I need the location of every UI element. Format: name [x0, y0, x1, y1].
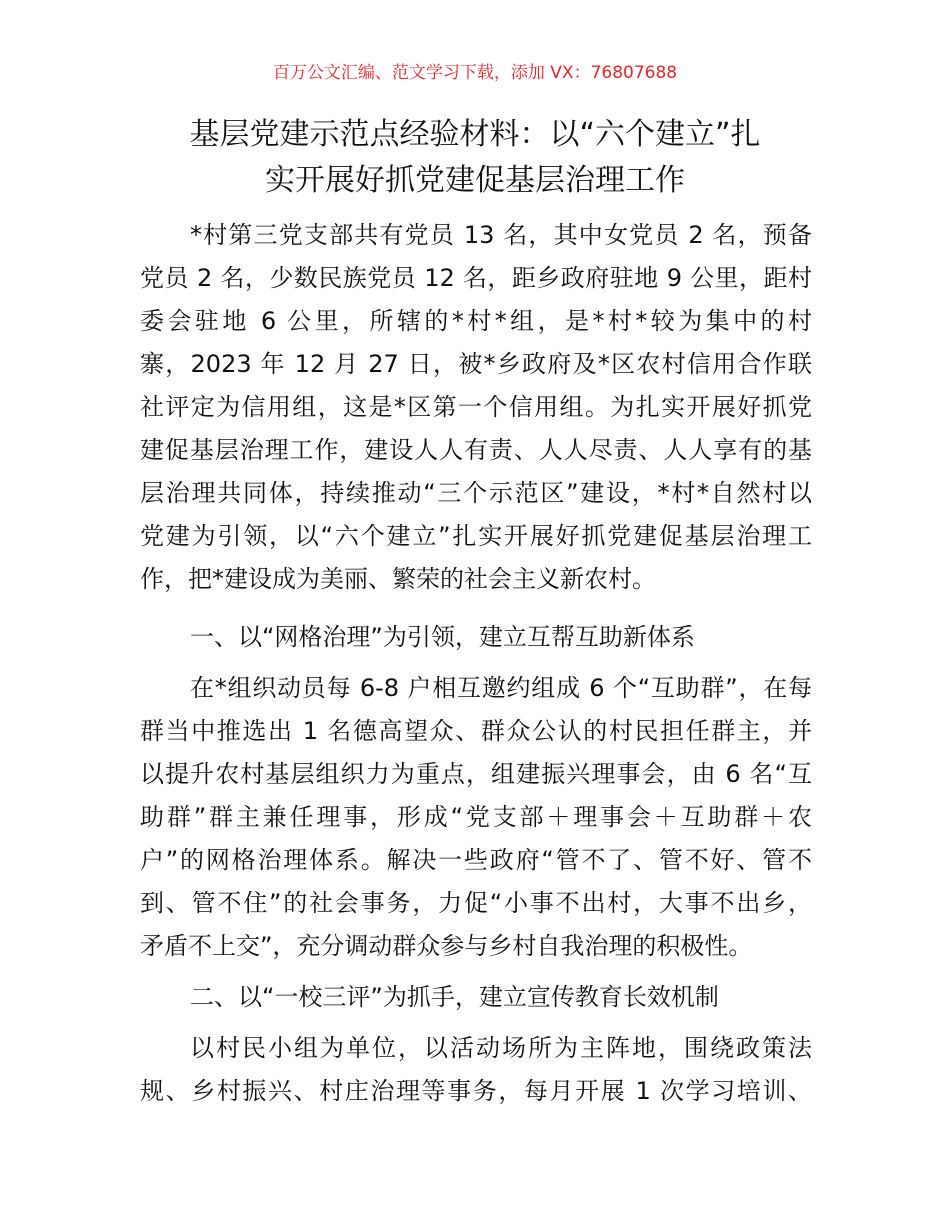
text-line: 党建为引领，以“六个建立”扎实开展好抓党建促基层治理工 — [140, 522, 812, 550]
section-heading-2 — [140, 976, 812, 1019]
text-line: 以村民小组为单位，以活动场所为主阵地，围绕政策法 — [190, 1034, 812, 1062]
text-line: 群当中推选出 1 名德高望众、群众公认的村民担任群主，并 — [140, 717, 812, 745]
text-line: 矛盾不上交”，充分调动群众参与乡村自我治理的积极性。 — [140, 932, 753, 960]
document-body — [140, 214, 812, 1121]
text-line: 作，把*建设成为美丽、繁荣的社会主义新农村。 — [140, 565, 656, 593]
text-line: 层治理共同体，持续推动“三个示范区”建设，*村*自然村以 — [140, 479, 812, 507]
text-line: *村第三党支部共有党员 13 名，其中女党员 2 名，预备 — [190, 221, 812, 249]
text-line: 建促基层治理工作，建设人人有责、人人尽责、人人享有的基 — [140, 436, 812, 464]
watermark-header: 百万公文汇编、范文学习下载，添加 VX：76807688 — [272, 63, 678, 83]
intro-paragraph — [140, 214, 812, 601]
document-title — [120, 112, 830, 204]
heading-text: 一、以“网格治理”为引领，建立互帮互助新体系 — [190, 623, 695, 651]
text-line: 在*组织动员每 6-8 户相互邀约组成 6 个“互助群”，在每 — [190, 674, 812, 702]
text-line: 到、管不住”的社会事务，力促“小事不出村，大事不出乡， — [140, 889, 812, 917]
text-line: 委会驻地 6 公里，所辖的*村*组，是*村*较为集中的村 — [140, 307, 812, 335]
section-2-paragraph — [140, 1027, 812, 1113]
text-line: 助群”群主兼任理事，形成“党支部＋理事会＋互助群＋农 — [140, 803, 812, 831]
text-line: 户”的网格治理体系。解决一些政府“管不了、管不好、管不 — [140, 846, 812, 874]
section-heading-1 — [140, 616, 812, 659]
text-line: 寨，2023 年 12 月 27 日，被*乡政府及*区农村信用合作联 — [140, 350, 812, 378]
text-line: 规、乡村振兴、村庄治理等事务，每月开展 1 次学习培训、 — [140, 1077, 812, 1105]
title-line: 基层党建示范点经验材料：以“六个建立”扎 — [189, 117, 761, 152]
heading-text: 二、以“一校三评”为抓手，建立宣传教育长效机制 — [190, 983, 719, 1011]
text-line: 社评定为信用组，这是*区第一个信用组。为扎实开展好抓党 — [140, 393, 812, 421]
title-line: 实开展好抓党建促基层治理工作 — [265, 163, 685, 198]
text-line: 以提升农村基层组织力为重点，组建振兴理事会，由 6 名“互 — [140, 760, 812, 788]
section-1-paragraph — [140, 667, 812, 968]
text-line: 党员 2 名，少数民族党员 12 名，距乡政府驻地 9 公里，距村 — [140, 264, 812, 292]
